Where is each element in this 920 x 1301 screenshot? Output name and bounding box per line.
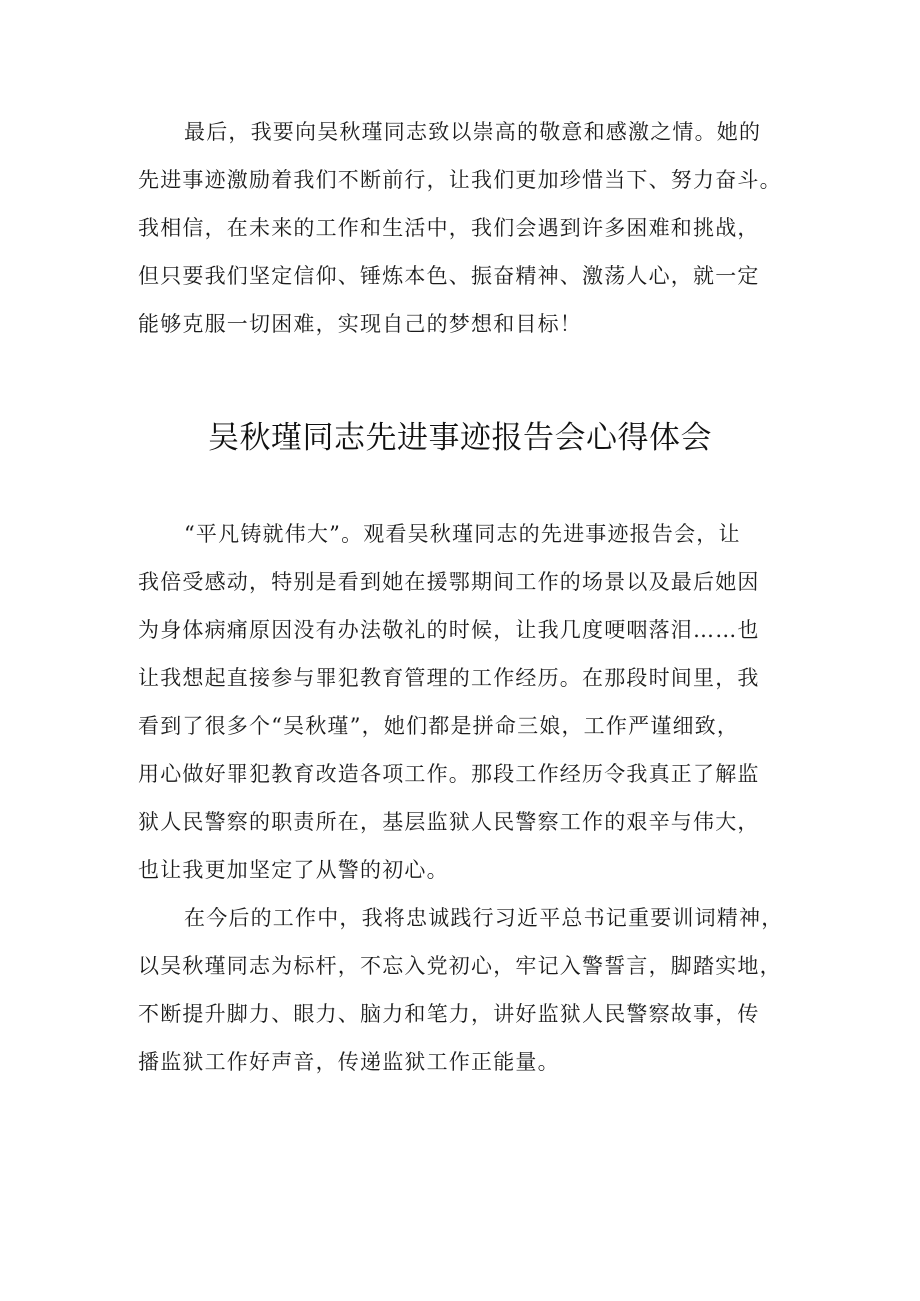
paragraph-line: 为身体病痛原因没有办法敬礼的时候，让我几度哽咽落泪……也 bbox=[138, 618, 760, 642]
paragraph-line: “平凡铸就伟大”。观看吴秋瑾同志的先进事迹报告会，让 bbox=[184, 522, 741, 546]
paragraph-line: 狱人民警察的职责所在，基层监狱人民警察工作的艰辛与伟大， bbox=[138, 810, 760, 834]
paragraph-line: 先进事迹激励着我们不断前行，让我们更加珍惜当下、努力奋斗。 bbox=[138, 168, 782, 192]
paragraph-line: 最后，我要向吴秋瑾同志致以崇高的敬意和感激之情。她的 bbox=[184, 120, 762, 144]
paragraph-intro bbox=[138, 510, 798, 894]
paragraph-line: 我相信，在未来的工作和生活中，我们会遇到许多困难和挑战， bbox=[138, 216, 760, 240]
paragraph-closing bbox=[138, 108, 798, 348]
paragraph-line: 能够克服一切困难，实现自己的梦想和目标！ bbox=[138, 312, 582, 336]
article-title: 吴秋瑾同志先进事迹报告会心得体会 bbox=[208, 420, 712, 456]
paragraph-line: 但只要我们坚定信仰、锤炼本色、振奋精神、激荡人心，就一定 bbox=[138, 264, 760, 288]
paragraph-line: 播监狱工作好声音，传递监狱工作正能量。 bbox=[138, 1050, 560, 1074]
paragraph-line: 不断提升脚力、眼力、脑力和笔力，讲好监狱人民警察故事，传 bbox=[138, 1002, 760, 1026]
paragraph-line: 我倍受感动，特别是看到她在援鄂期间工作的场景以及最后她因 bbox=[138, 570, 760, 594]
paragraph-line: 看到了很多个“吴秋瑾”，她们都是拼命三娘，工作严谨细致， bbox=[138, 714, 740, 738]
paragraph-line: 也让我更加坚定了从警的初心。 bbox=[138, 858, 449, 882]
paragraph-line: 用心做好罪犯教育改造各项工作。那段工作经历令我真正了解监 bbox=[138, 762, 760, 786]
paragraph-commitment bbox=[138, 894, 798, 1086]
paragraph-line: 让我想起直接参与罪犯教育管理的工作经历。在那段时间里，我 bbox=[138, 666, 760, 690]
paragraph-line: 以吴秋瑾同志为标杆，不忘入党初心，牢记入警誓言，脚踏实地， bbox=[138, 954, 782, 978]
paragraph-line: 在今后的工作中，我将忠诚践行习近平总书记重要训词精神， bbox=[184, 906, 784, 930]
